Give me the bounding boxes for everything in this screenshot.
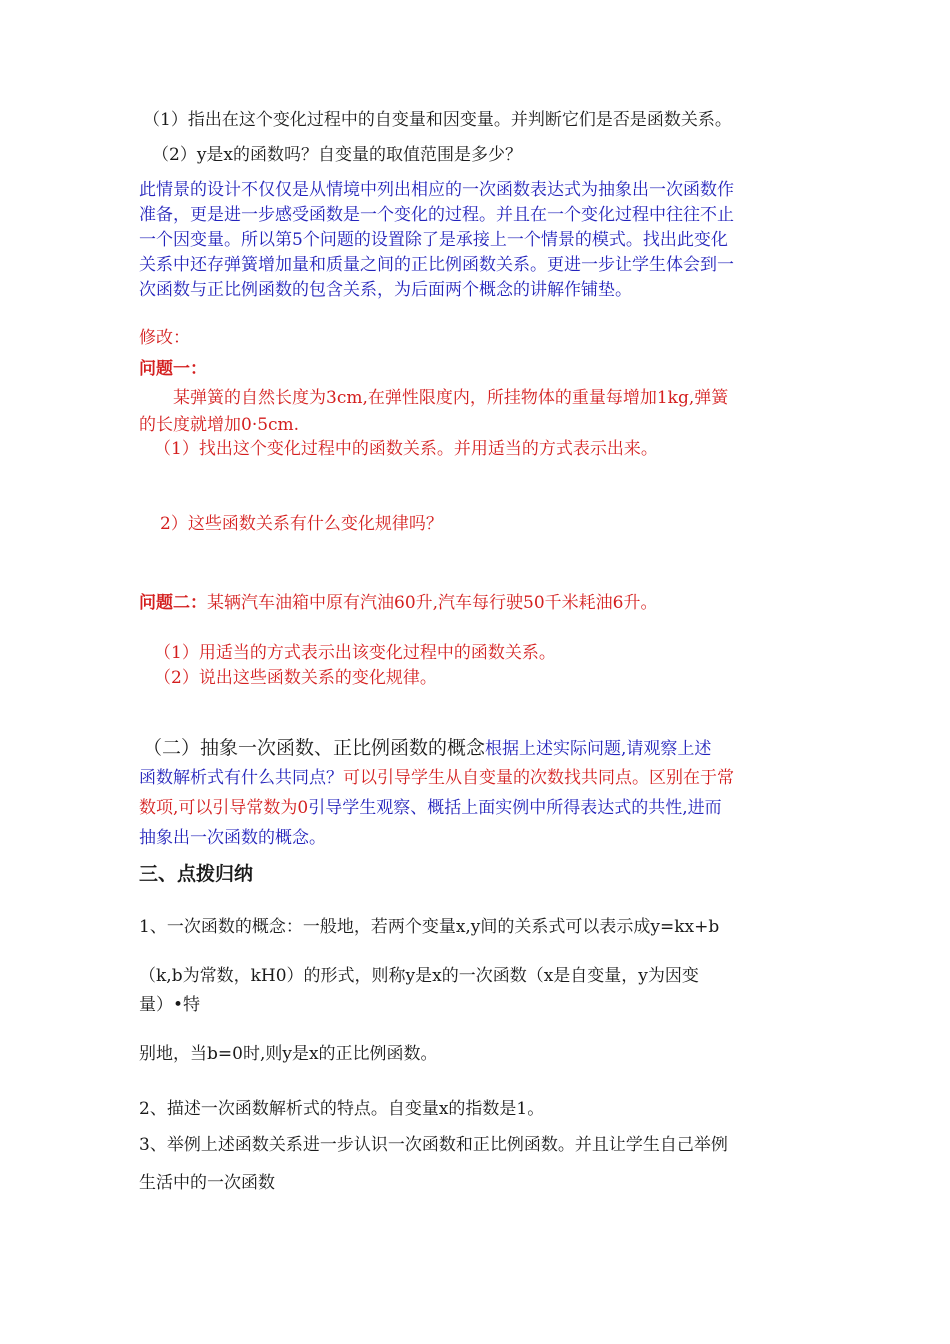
concept-line-1: 1、一次函数的概念：一般地，若两个变量x,y间的关系式可以表示成y=kx+b xyxy=(139,917,720,937)
problem-2-label: 问题二： xyxy=(139,593,207,613)
section-2-intro: 根据上述实际问题,请观察上述 xyxy=(485,739,712,759)
section-2-line-1 xyxy=(143,736,711,761)
problem-1-question-2: 2）这些函数关系有什么变化规律吗？ xyxy=(160,514,443,534)
problem-1-text-b: 的长度就增加0·5cm. xyxy=(139,415,300,435)
question-1: （1）指出在这个变化过程中的自变量和因变量。并判断它们是否是函数关系。 xyxy=(143,110,732,130)
problem-2-question-2: （2）说出这些函数关系的变化规律。 xyxy=(154,668,437,688)
design-note-line-2: 准备，更是进一步感受函数是一个变化的过程。并且在一个变化过程中往往不止 xyxy=(139,205,734,225)
problem-1-question-1: （1）找出这个变化过程中的函数关系。并用适当的方式表示出来。 xyxy=(154,439,658,459)
problem-2-line xyxy=(139,591,657,615)
design-note-line-4: 关系中还存弹簧增加量和质量之间的正比例函数关系。更进一步让学生体会到一 xyxy=(139,255,734,275)
concept-line-3: 量）•特 xyxy=(139,995,201,1015)
question-2: （2）y是x的函数吗？自变量的取值范围是多少？ xyxy=(152,145,523,165)
section-2-line-3 xyxy=(139,796,722,820)
section-2-question: 函数解析式有什么共同点？ xyxy=(139,768,343,788)
section-2-guide: 引导学生观察、概括上面实例中所得表达式的共性,进而 xyxy=(308,798,722,818)
section-2-heading: （二）抽象一次函数、正比例函数的概念 xyxy=(143,737,486,759)
concept-line-2: （k,b为常数，kH0）的形式，则称y是x的一次函数（x是自变量，y为因变 xyxy=(139,966,699,986)
problem-1-text-a: 某弹簧的自然长度为3cm,在弹性限度内，所挂物体的重量每增加1kg,弹簧 xyxy=(173,388,729,408)
concept-line-4: 别地，当b=0时,则y是x的正比例函数。 xyxy=(139,1044,438,1064)
design-note-line-3: 一个因变量。所以第5个问题的设置除了是承接上一个情景的模式。找出此变化 xyxy=(139,230,728,250)
section-2-line-4: 抽象出一次函数的概念。 xyxy=(139,828,326,848)
section-2-hint-b: 数项,可以引导常数为0 xyxy=(139,798,309,818)
section-2-hint-a: 可以引导学生从自变量的次数找共同点。区别在于常 xyxy=(343,768,734,788)
design-note-line-5: 次函数与正比例函数的包含关系，为后面两个概念的讲解作铺垫。 xyxy=(139,280,632,300)
concept-line-5: 2、描述一次函数解析式的特点。自变量x的指数是1。 xyxy=(139,1099,545,1119)
problem-2-question-1: （1）用适当的方式表示出该变化过程中的函数关系。 xyxy=(154,643,556,663)
concept-line-7: 生活中的一次函数 xyxy=(139,1173,275,1193)
revise-label: 修改： xyxy=(139,328,190,348)
concept-line-6: 3、举例上述函数关系进一步认识一次函数和正比例函数。并且让学生自己举例 xyxy=(139,1135,728,1155)
design-note-line-1: 此情景的设计不仅仅是从情境中列出相应的一次函数表达式为抽象出一次函数作 xyxy=(139,180,734,200)
section-3-title: 三、点拨归纳 xyxy=(139,863,254,885)
problem-2-text: 某辆汽车油箱中原有汽油60升,汽车每行驶50千米耗油6升。 xyxy=(207,593,658,613)
section-2-line-2 xyxy=(139,766,734,790)
problem-1-title: 问题一： xyxy=(139,359,207,379)
